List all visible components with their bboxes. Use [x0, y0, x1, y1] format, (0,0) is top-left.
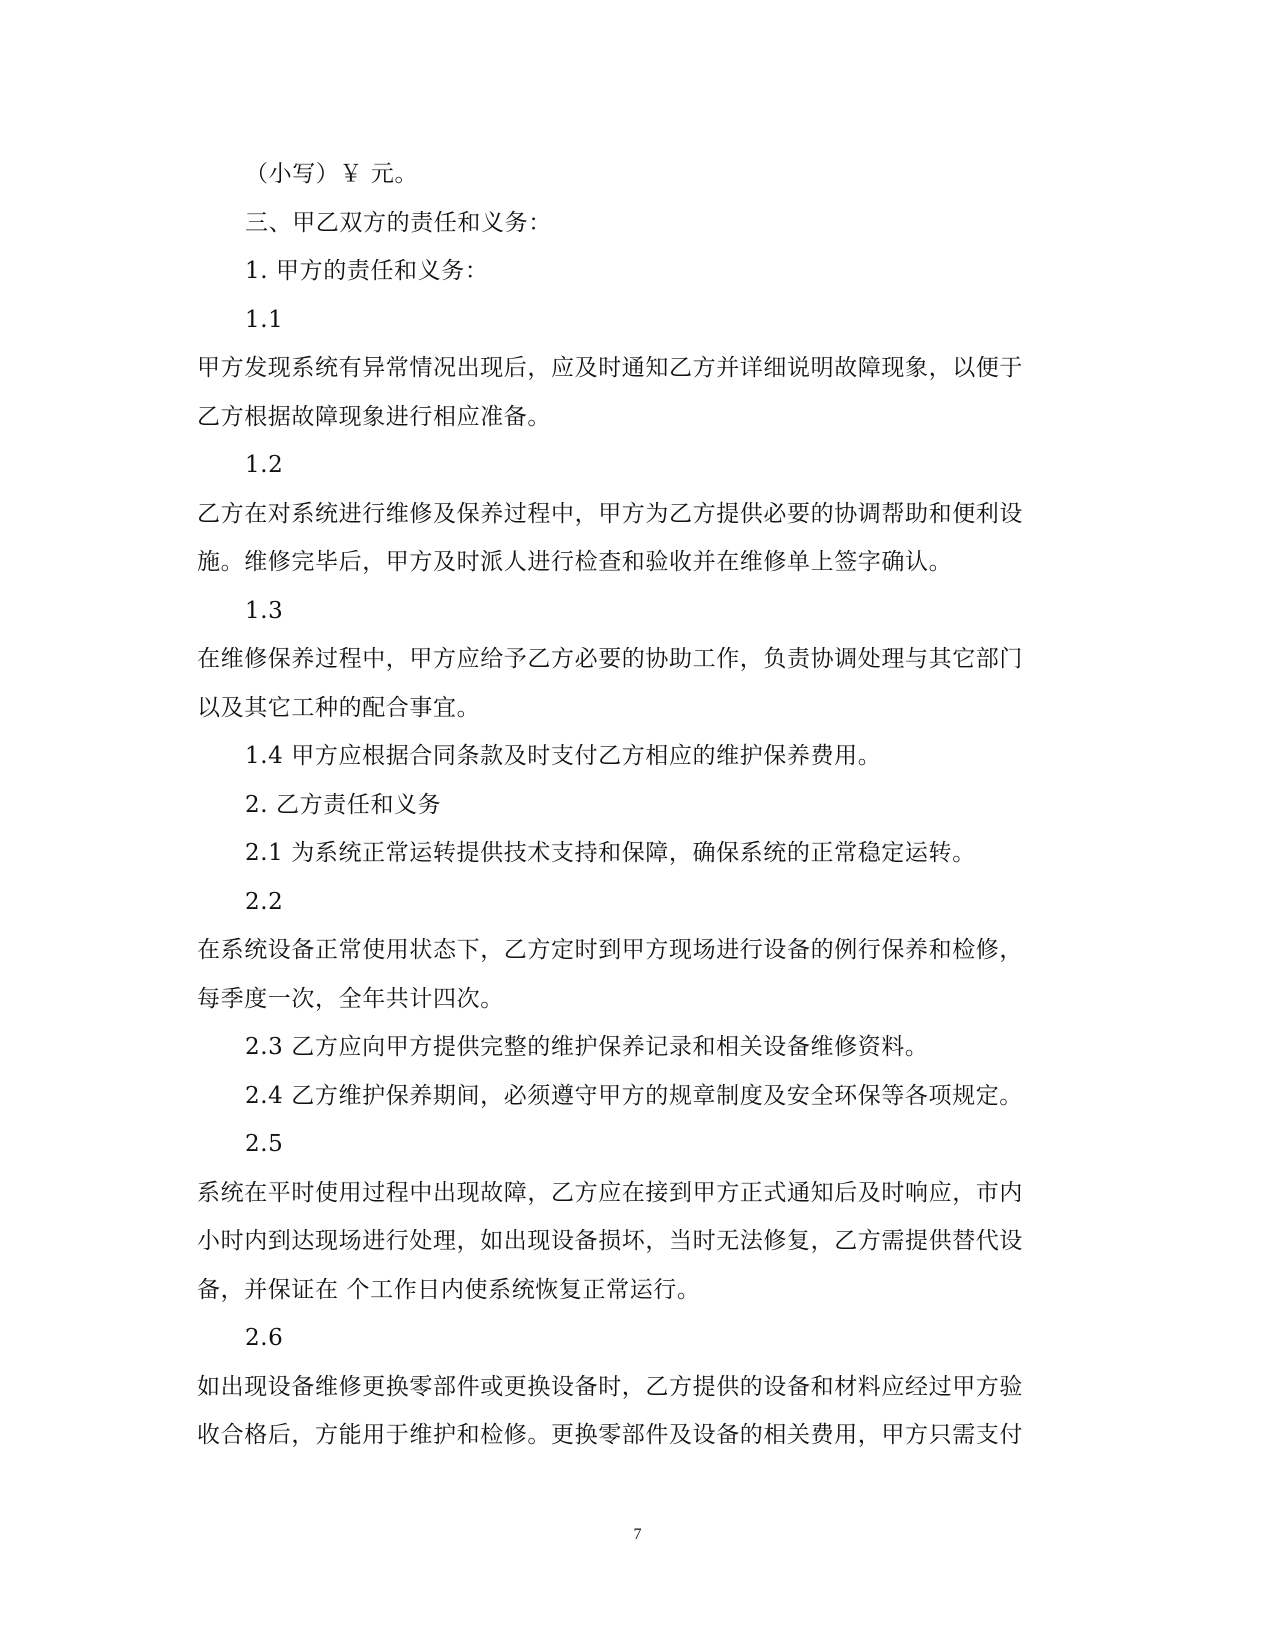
- text-line: 小时内到达现场进行处理，如出现设备损坏，当时无法修复，乙方需提供替代设: [197, 1228, 1023, 1254]
- text-line: 2.2: [245, 888, 284, 915]
- text-line: 甲方发现系统有异常情况出现后，应及时通知乙方并详细说明故障现象，以便于: [197, 355, 1023, 381]
- text-line: 在系统设备正常使用状态下，乙方定时到甲方现场进行设备的例行保养和检修，: [197, 937, 1023, 963]
- text-line: 在维修保养过程中，甲方应给予乙方必要的协助工作，负责协调处理与其它部门: [197, 646, 1023, 672]
- text-line: 1. 甲方的责任和义务：: [245, 258, 489, 284]
- text-line: 2. 乙方责任和义务: [245, 791, 442, 818]
- text-line: 1.3: [245, 597, 284, 624]
- text-line: 备，并保证在 个工作日内使系统恢复正常运行。: [197, 1276, 701, 1303]
- text-line: 2.5: [245, 1131, 284, 1157]
- text-line: 2.4 乙方维护保养期间，必须遵守甲方的规章制度及安全环保等各项规定。: [245, 1082, 1023, 1109]
- text-line: 每季度一次，全年共计四次。: [197, 985, 504, 1012]
- text-line: 2.6: [245, 1325, 284, 1351]
- text-line: 1.2: [245, 452, 284, 478]
- text-line: 施。维修完毕后，甲方及时派人进行检查和验收并在维修单上签字确认。: [197, 549, 953, 575]
- text-line: （小写）￥ 元。: [245, 161, 419, 187]
- text-line: 系统在平时使用过程中出现故障，乙方应在接到甲方正式通知后及时响应，市内: [197, 1179, 1023, 1206]
- text-line: 以及其它工种的配合事宜。: [197, 694, 481, 721]
- text-line: 1.1: [245, 306, 284, 333]
- text-line: 如出现设备维修更换零部件或更换设备时，乙方提供的设备和材料应经过甲方验: [197, 1373, 1023, 1400]
- text-line: 乙方根据故障现象进行相应准备。: [197, 403, 551, 430]
- text-line: 收合格后，方能用于维护和检修。更换零部件及设备的相关费用，甲方只需支付: [197, 1422, 1023, 1448]
- document-body: [197, 150, 1077, 1460]
- text-line: 三、甲乙双方的责任和义务：: [245, 209, 552, 236]
- text-line: 1.4 甲方应根据合同条款及时支付乙方相应的维护保养费用。: [245, 743, 882, 769]
- text-line: 2.1 为系统正常运转提供技术支持和保障，确保系统的正常稳定运转。: [245, 840, 976, 866]
- text-line: 2.3 乙方应向甲方提供完整的维护保养记录和相关设备维修资料。: [245, 1034, 929, 1060]
- page-number: 7: [633, 1526, 642, 1543]
- text-line: 乙方在对系统进行维修及保养过程中，甲方为乙方提供必要的协调帮助和便利设: [197, 500, 1023, 527]
